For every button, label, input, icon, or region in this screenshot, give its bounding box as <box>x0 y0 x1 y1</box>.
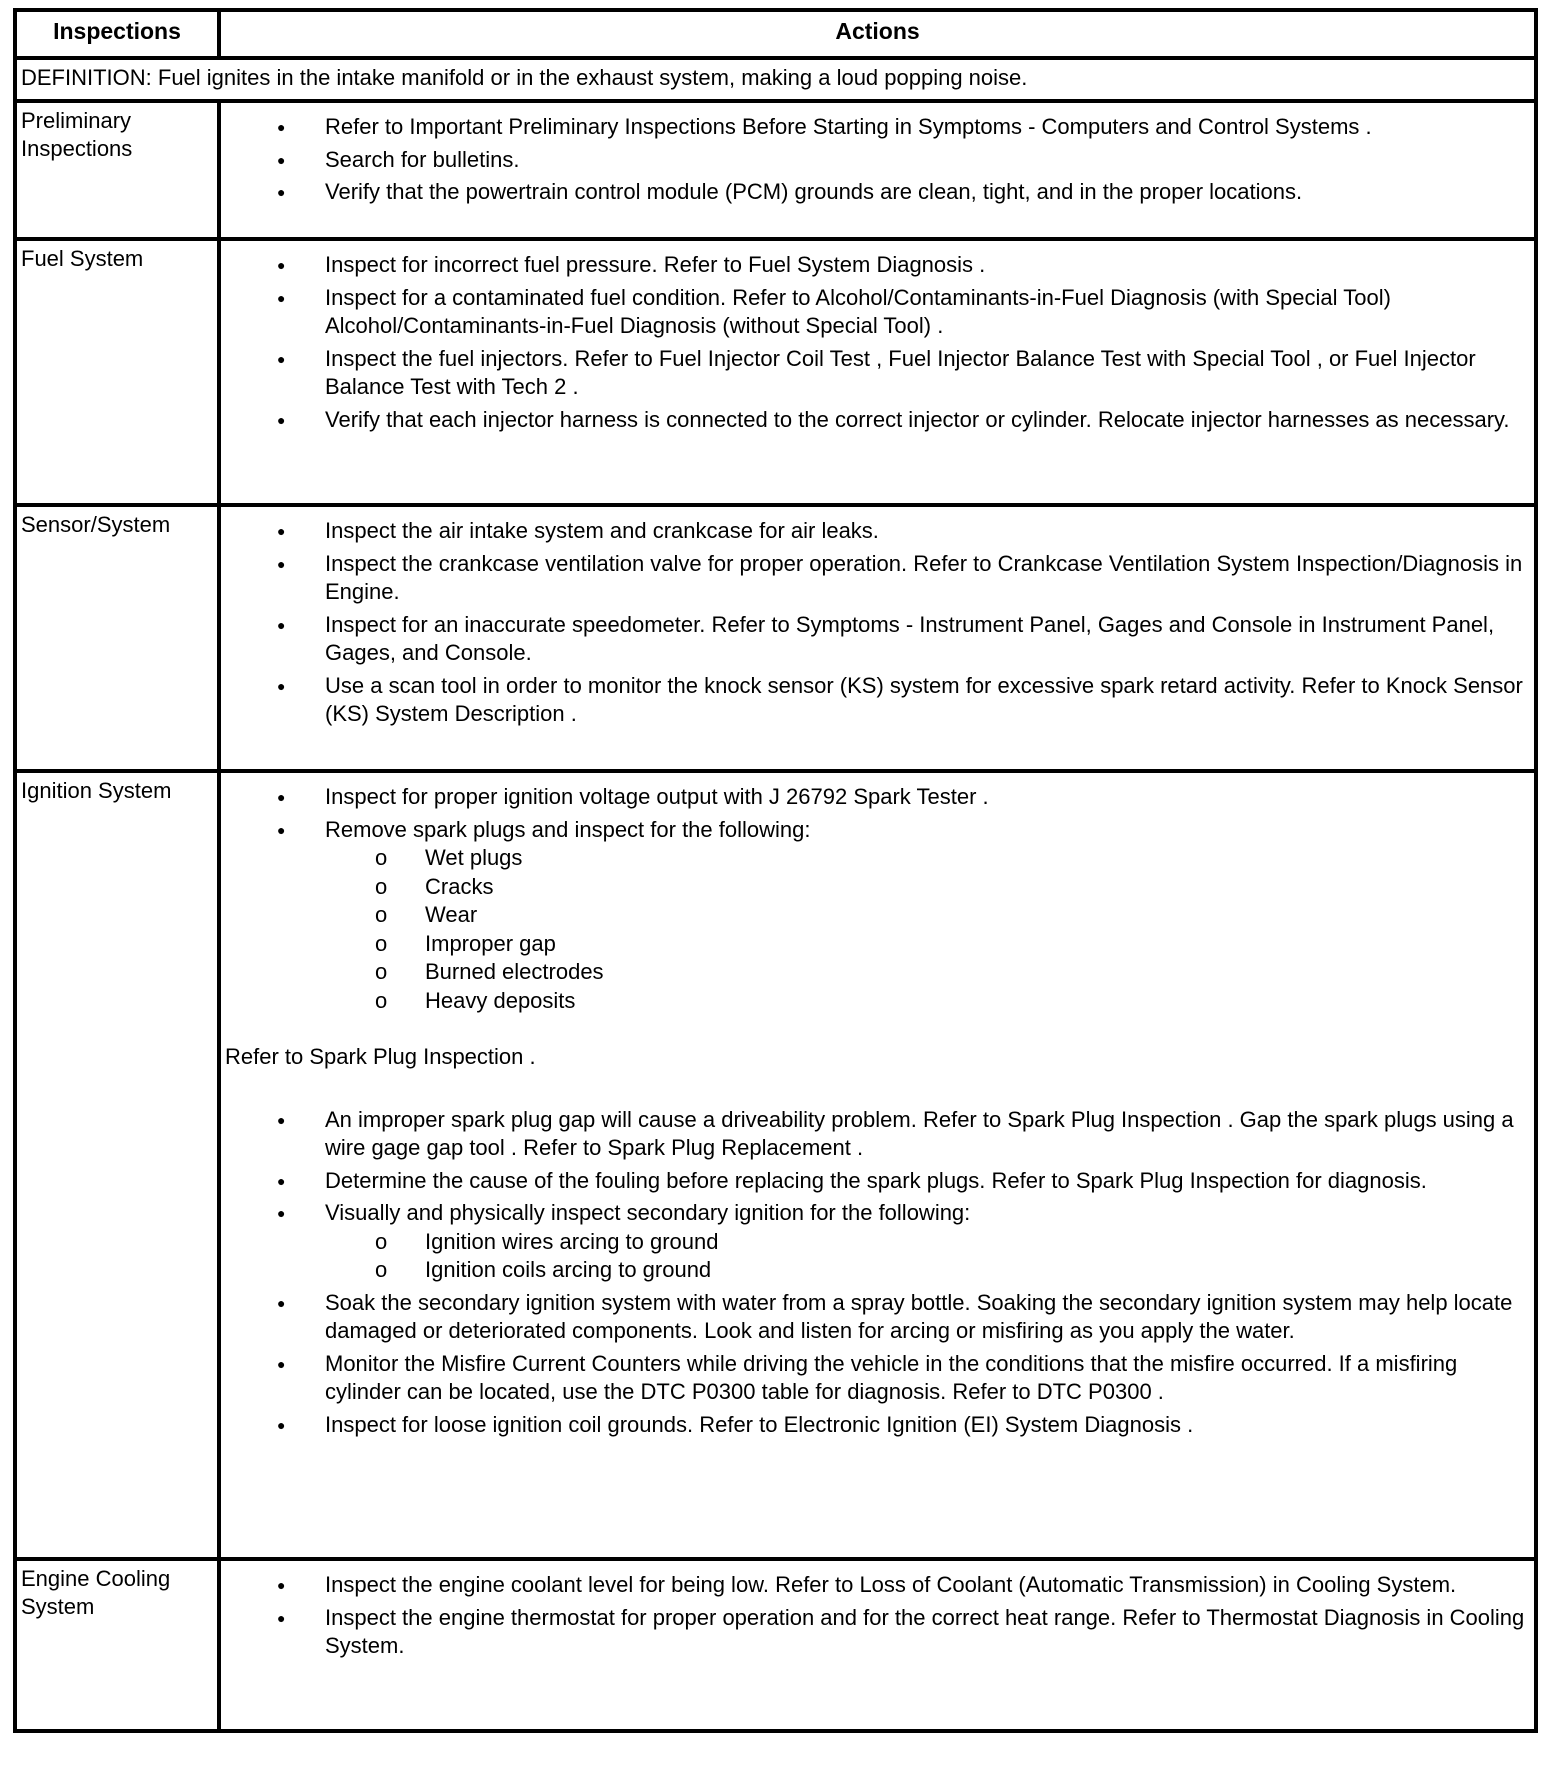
header-row <box>15 10 1536 58</box>
sub-list-item: o Cracks <box>325 873 1526 902</box>
actions-cell <box>219 771 1536 1559</box>
list-item: ● Monitor the Misfire Current Counters while driving the vehicle in the conditions that the misfire occurred. If a misfiring cylinder can be located, use the DTC P0300 table for diagnosis. Refer to DTC P0300 . <box>225 1350 1526 1407</box>
list-item: ● Verify that the powertrain control module (PCM) grounds are clean, tight, and in the proper locations. <box>225 178 1526 207</box>
secondary-ignition-list <box>325 1228 1526 1285</box>
list-item: ● Inspect the engine thermostat for proper operation and for the correct heat range. Refer to Thermostat Diagnosis in Cooling System. <box>225 1604 1526 1661</box>
sub-list-item: o Wet plugs <box>325 844 1526 873</box>
list-item: ● Inspect the crankcase ventilation valve for proper operation. Refer to Crankcase Ventilation System Inspection/Diagnosis in Engine. <box>225 550 1526 607</box>
table-row-fuel <box>15 239 1536 505</box>
sub-list-item: o Improper gap <box>325 930 1526 959</box>
inspection-label: Fuel System <box>15 239 219 505</box>
action-list <box>225 113 1526 207</box>
sub-list-item: o Heavy deposits <box>325 987 1526 1016</box>
actions-cell <box>219 505 1536 771</box>
inspection-label: Ignition System <box>15 771 219 1559</box>
list-item: ● Inspect for proper ignition voltage output with J 26792 Spark Tester . <box>225 783 1526 812</box>
list-item: ● Inspect for incorrect fuel pressure. Refer to Fuel System Diagnosis . <box>225 251 1526 280</box>
action-list <box>225 1106 1526 1440</box>
list-item: ● Inspect the fuel injectors. Refer to Fuel Injector Coil Test , Fuel Injector Balance Test with Special Tool , or Fuel Injector Balance Test with Tech 2 . <box>225 345 1526 402</box>
list-item-text: Visually and physically inspect secondary ignition for the following: <box>325 1200 971 1225</box>
actions-cell <box>219 101 1536 239</box>
plug-conditions-list <box>325 844 1526 1015</box>
list-item: ● Inspect the air intake system and crankcase for air leaks. <box>225 517 1526 546</box>
list-item: ● Inspect for an inaccurate speedometer. Refer to Symptoms - Instrument Panel, Gages and Console in Instrument Panel, Gages, and Console. <box>225 611 1526 668</box>
refer-note: Refer to Spark Plug Inspection . <box>225 1044 536 1069</box>
list-item: ● Search for bulletins. <box>225 146 1526 175</box>
sub-list-item: o Ignition coils arcing to ground <box>325 1256 1526 1285</box>
sub-list-item: o Burned electrodes <box>325 958 1526 987</box>
list-item: ● Soak the secondary ignition system with water from a spray bottle. Soaking the secondary ignition system may help locate damaged or deteriorated components. Look and listen for arcing or misfiring as you apply the water. <box>225 1289 1526 1346</box>
sub-list-item: o Wear <box>325 901 1526 930</box>
action-list <box>225 1571 1526 1661</box>
sub-list-item: o Ignition wires arcing to ground <box>325 1228 1526 1257</box>
list-item: ● Inspect for loose ignition coil grounds. Refer to Electronic Ignition (EI) System Diagnosis . <box>225 1411 1526 1440</box>
list-item: ● Verify that each injector harness is connected to the correct injector or cylinder. Relocate injector harnesses as necessary. <box>225 406 1526 435</box>
inspection-label: Preliminary Inspections <box>15 101 219 239</box>
action-list <box>225 783 1526 1015</box>
header-actions: Actions <box>219 10 1536 58</box>
definition-row <box>15 58 1536 101</box>
document <box>13 8 1534 1733</box>
table-row-cooling <box>15 1559 1536 1731</box>
inspection-label: Sensor/System <box>15 505 219 771</box>
action-list <box>225 517 1526 729</box>
header-inspections: Inspections <box>15 10 219 58</box>
inspection-table <box>13 8 1538 1733</box>
list-item-text: Remove spark plugs and inspect for the following: <box>325 816 811 842</box>
list-item: ● Determine the cause of the fouling before replacing the spark plugs. Refer to Spark Plug Inspection for diagnosis. <box>225 1167 1526 1196</box>
list-item <box>225 816 1526 1016</box>
table-row-sensor <box>15 505 1536 771</box>
definition-text: DEFINITION: Fuel ignites in the intake manifold or in the exhaust system, making a loud popping noise. <box>15 58 1536 101</box>
table-row-ignition <box>15 771 1536 1559</box>
list-item <box>225 1199 1526 1285</box>
list-item: ● Inspect for a contaminated fuel condition. Refer to Alcohol/Contaminants-in-Fuel Diagnosis (with Special Tool) Alcohol/Contaminants-in-Fuel Diagnosis (without Special Tool) . <box>225 284 1526 341</box>
actions-cell <box>219 239 1536 505</box>
list-item: ● An improper spark plug gap will cause a driveability problem. Refer to Spark Plug Inspection . Gap the spark plugs using a wire gage gap tool . Refer to Spark Plug Replacement . <box>225 1106 1526 1163</box>
actions-cell <box>219 1559 1536 1731</box>
inspection-label: Engine Cooling System <box>15 1559 219 1731</box>
list-item: ● Inspect the engine coolant level for being low. Refer to Loss of Coolant (Automatic Transmission) in Cooling System. <box>225 1571 1526 1600</box>
list-item: ● Use a scan tool in order to monitor the knock sensor (KS) system for excessive spark retard activity. Refer to Knock Sensor (KS) System Description . <box>225 672 1526 729</box>
table-row-preliminary <box>15 101 1536 239</box>
action-list <box>225 251 1526 434</box>
list-item: ● Refer to Important Preliminary Inspections Before Starting in Symptoms - Computers and Control Systems . <box>225 113 1526 142</box>
